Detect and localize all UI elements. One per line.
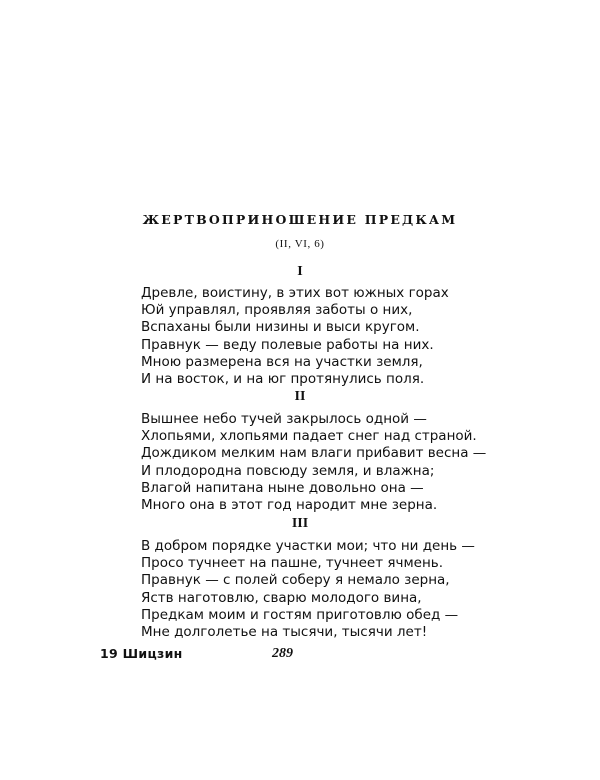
stanza-line: В добром порядке участки мои; что ни день — xyxy=(141,538,475,554)
stanza-line: Влагой напитана ныне довольно она — xyxy=(141,479,424,496)
stanza-2-numeral: II xyxy=(294,389,306,404)
stanza-line: Правнук — с полей соберу я немало зерна, xyxy=(141,572,450,589)
stanza-line: И плодородна повсюду земля, и влажна; xyxy=(141,462,435,479)
stanza-line: Много она в этот год народит мне зерна. xyxy=(141,496,438,513)
stanza-line: Мною размерена вся на участки земля, xyxy=(141,353,423,370)
stanza-line: Древле, воистину, в этих вот южных горах xyxy=(141,285,449,301)
stanza-line: Мне долголетье на тысячи, тысячи лет! xyxy=(141,623,428,640)
stanza-3 xyxy=(141,538,475,641)
stanza-line: Дождиком мелким нам влаги прибавит весна — xyxy=(141,445,487,462)
stanza-line: Яств наготовлю, сварю молодого вина, xyxy=(141,589,422,606)
stanza-2 xyxy=(141,411,487,514)
stanza-line: Хлопьями, хлопьями падает снег над страной. xyxy=(141,428,477,445)
printer-signature: 19 Шицзин xyxy=(100,646,183,661)
stanza-line: Вспаханы были низины и выси кругом. xyxy=(141,319,420,336)
stanza-line: И на восток, и на юг протянулись поля. xyxy=(141,370,425,387)
stanza-line: Предкам моим и гостям приготовлю обед — xyxy=(141,606,459,623)
stanza-line: Вышнее небо тучей закрылось одной — xyxy=(141,411,427,427)
stanza-1 xyxy=(141,285,461,388)
stanza-line: Просо тучнеет на пашне, тучнеет ячмень. xyxy=(141,555,444,572)
stanza-line: Правнук — веду полевые работы на них. xyxy=(141,336,434,353)
poem-title: ЖЕРТВОПРИНОШЕНИЕ ПРЕДКАМ xyxy=(142,212,458,227)
stanza-1-numeral: I xyxy=(297,264,303,279)
page-number: 289 xyxy=(272,646,293,661)
poem-source-reference: (II, VI, 6) xyxy=(275,238,325,250)
stanza-line: Юй управлял, проявляя заботы о них, xyxy=(141,302,413,319)
stanza-3-numeral: III xyxy=(291,516,309,531)
